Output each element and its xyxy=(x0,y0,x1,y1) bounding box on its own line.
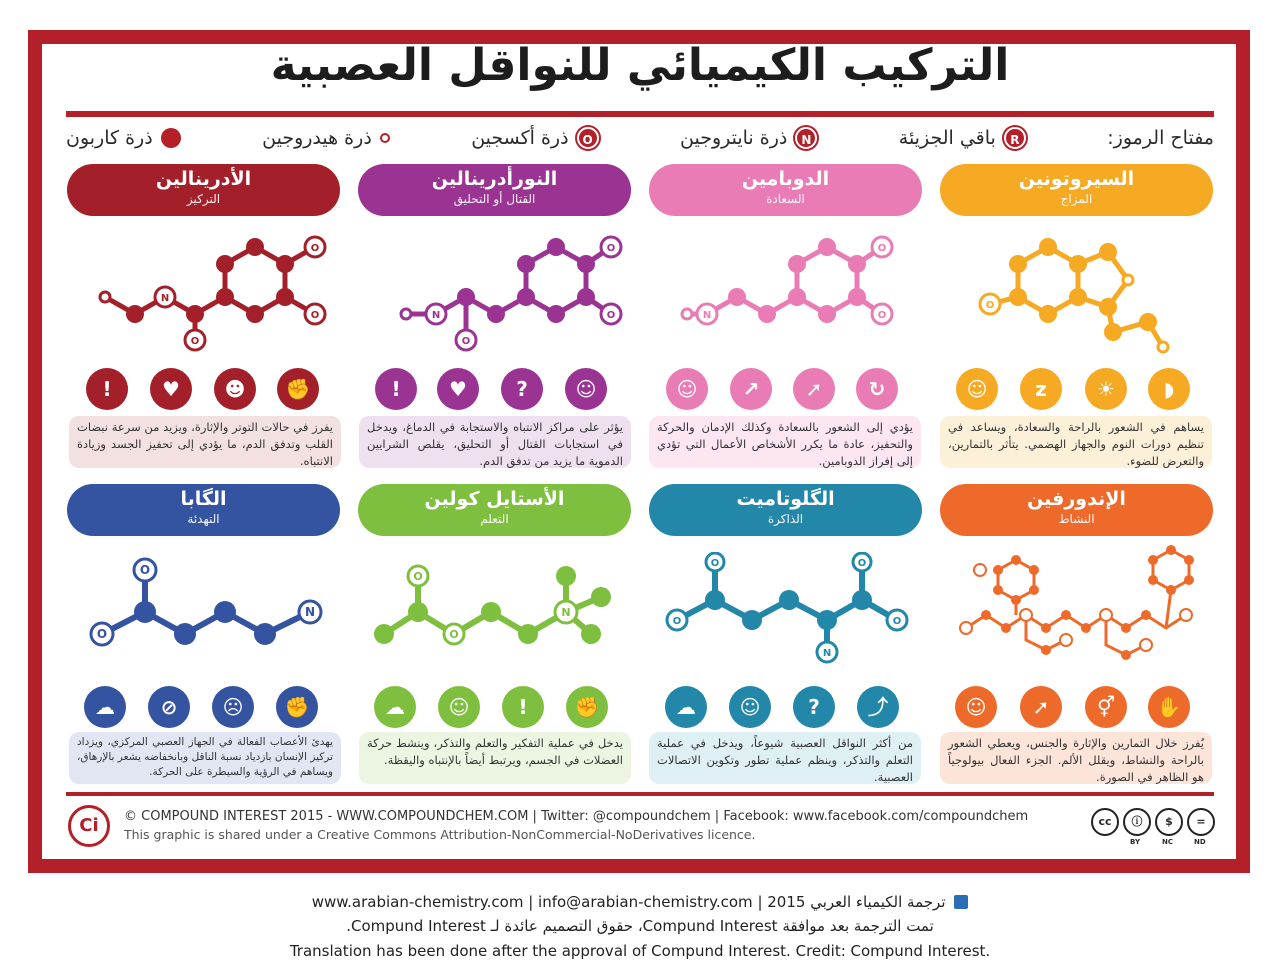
running-icon: ➚ xyxy=(793,368,835,410)
card-sub: التهدئة xyxy=(187,512,220,526)
svg-text:O: O xyxy=(985,300,995,311)
card-sub: التركيز xyxy=(186,192,221,206)
card-name: الگابا xyxy=(180,488,227,510)
cycle-icon: ↻ xyxy=(856,368,898,410)
gender-icon: ⚥ xyxy=(1085,686,1127,728)
r-atom-icon: R xyxy=(1004,127,1026,149)
legend-text: باقي الجزيئة xyxy=(898,127,996,149)
banner-noradrenaline xyxy=(358,164,631,216)
carbon-atom-icon xyxy=(161,128,181,148)
svg-text:O: O xyxy=(461,336,471,347)
brain-icon: ☁ xyxy=(84,686,126,728)
card-name: الأدرينالين xyxy=(155,168,252,190)
footer-licence: This graphic is shared under a Creative Commons Attribution-NonCommercial-NoDerivatives licence. xyxy=(124,827,756,842)
svg-text:O: O xyxy=(877,310,887,321)
sleep-icon: z xyxy=(1020,368,1062,410)
desc-serotonin: يساهم في الشعور بالراحة والسعادة، ويساعد في تنظيم دورات النوم والجهاز الهضمي. يتأثر بالتمارين، والتعرض للضوء. xyxy=(940,416,1212,468)
oxygen-atom-icon: O xyxy=(577,127,599,149)
exclamation-icon: ! xyxy=(86,368,128,410)
desc-dopamine: يؤدي إلى الشعور بالسعادة وكذلك الإدمان والحركة والتحفيز، عادة ما يكرر الأشخاص الأعمال التي تؤدي إلى إفراز الدوبامين. xyxy=(649,416,921,468)
hydrogen-atom-icon xyxy=(380,133,390,143)
banner-glutamate xyxy=(649,484,922,536)
legend xyxy=(66,122,1214,154)
legend-text: ذرة أكسجين xyxy=(471,127,569,149)
desc-noradrenaline: يؤثر على مراكز الانتباه والاستجابة في الدماغ، ويدخل في استجابات القتال أو التحليق، يقلص الشرايين الدموية ما يزيد من تدفق الدم. xyxy=(359,416,631,468)
desc-endorphins: يُفرز خلال التمارين والإثارة والجنس، ويعطي الشعور بالراحة والنشاط، ويقلل الألم. الجزء الفعال بيولوجياً هو الظاهر في الصورة. xyxy=(940,732,1212,784)
svg-text:O: O xyxy=(606,310,616,321)
desc-gaba: يهدئ الأعصاب الفعالة في الجهاز العصبي المركزي، ويزداد تركيز الإنسان بازدياد نسبة الناقل وبانخفاضه يشعر بالإرهاق، ويساهم في الرؤية والسيطرة على الحركة. xyxy=(69,732,341,784)
nd-icon: = xyxy=(1187,808,1215,836)
adrenaline-molecule xyxy=(75,222,335,362)
person-stress-icon: ☻ xyxy=(214,368,256,410)
dopamine-molecule xyxy=(657,222,917,362)
title-divider xyxy=(66,111,1214,117)
desc-glutamate: من أكثر النواقل العصبية شيوعاً، ويدخل في عملية التعلم والتذكر، وينظم عملية تطور وتكوين الاتصالات العصبية. xyxy=(649,732,921,784)
svg-text:O: O xyxy=(310,243,320,254)
legend-text: ذرة كاربون xyxy=(66,127,153,149)
svg-text:N: N xyxy=(160,293,170,304)
svg-text:N: N xyxy=(431,310,441,321)
translation-approval-en: Translation has been done after the approval of Compund Interest. Credit: Compund Interest. xyxy=(289,942,991,960)
pain-icon: ✋ xyxy=(1148,686,1190,728)
card-name: السيروتونين xyxy=(1018,168,1135,190)
banner-serotonin xyxy=(940,164,1213,216)
svg-text:O: O xyxy=(190,336,200,347)
exclamation-icon: ! xyxy=(502,686,544,728)
nitrogen-atom-icon: N xyxy=(795,127,817,149)
legend-item-n xyxy=(680,127,817,149)
svg-text:O: O xyxy=(310,310,320,321)
cc-label: BY xyxy=(1130,838,1141,846)
svg-text:O: O xyxy=(606,243,616,254)
card-sub: المزاج xyxy=(1060,192,1093,206)
banner-adrenaline xyxy=(67,164,340,216)
gaba-molecule xyxy=(75,552,335,667)
question-icon: ? xyxy=(793,686,835,728)
serotonin-molecule xyxy=(948,222,1208,362)
cc-label: ND xyxy=(1194,838,1206,846)
no-running-icon: ⊘ xyxy=(148,686,190,728)
stomach-icon: ◗ xyxy=(1148,368,1190,410)
exclamation-icon: ! xyxy=(375,368,417,410)
legend-item-r xyxy=(899,127,1026,149)
translation-credit-text: www.arabian-chemistry.com | info@arabian-chemistry.com | 2015 ترجمة الكيمياء العربي xyxy=(311,893,946,911)
noradrenaline-molecule xyxy=(366,222,626,362)
svg-text:O: O xyxy=(877,243,887,254)
card-sub: النشاط xyxy=(1058,512,1095,526)
card-sub: القتال أو التحليق xyxy=(453,192,536,206)
card-sub: الذاكرة xyxy=(767,512,804,526)
svg-text:N: N xyxy=(822,648,832,659)
endorphins-molecule xyxy=(948,540,1208,670)
flexed-arm-icon: ✊ xyxy=(566,686,608,728)
legend-label: مفتاح الرموز: xyxy=(1107,127,1214,149)
cc-icon: cc xyxy=(1091,808,1119,836)
smiley-icon: ☺ xyxy=(956,368,998,410)
legend-text: ذرة نايتروجين xyxy=(680,127,788,149)
card-name: الأستايل كولين xyxy=(424,488,565,510)
desc-acetylcholine: يدخل في عملية التفكير والتعلم والتذكر، وينشط حركة العضلات في الجسم، ويرتبط أيضاً بالإنتباه واليقظة. xyxy=(359,732,631,784)
running-icon: ➚ xyxy=(1020,686,1062,728)
legend-text: ذرة هيدروجين xyxy=(262,127,372,149)
svg-text:O: O xyxy=(96,627,108,641)
reading-icon: ☺ xyxy=(729,686,771,728)
cc-label: NC xyxy=(1162,838,1173,846)
desc-adrenaline: يفرز في حالات التوتر والإثارة، ويزيد من سرعة نبضات القلب وتدفق الدم، ما يؤدي إلى تحفيز الجسد وزيادة الانتباه. xyxy=(69,416,341,468)
banner-dopamine xyxy=(649,164,922,216)
by-icon: ⓘ xyxy=(1123,808,1151,836)
svg-text:N: N xyxy=(561,606,571,619)
compound-interest-logo: Ci xyxy=(68,805,110,847)
svg-text:O: O xyxy=(710,558,720,569)
glutamate-molecule xyxy=(657,552,917,667)
svg-text:O: O xyxy=(139,563,151,577)
page-title: التركيب الكيميائي للنواقل العصبية xyxy=(270,40,1010,91)
legend-item-o xyxy=(471,127,598,149)
card-sub: التعلم xyxy=(480,512,509,526)
smiley-icon: ☺ xyxy=(955,686,997,728)
flexed-arm-icon: ✊ xyxy=(276,686,318,728)
acetylcholine-molecule xyxy=(366,552,626,667)
svg-text:N: N xyxy=(702,310,712,321)
heart-icon: ♥ xyxy=(150,368,192,410)
svg-text:O: O xyxy=(672,616,682,627)
svg-text:N: N xyxy=(304,605,316,619)
book-icon xyxy=(954,895,968,909)
smiley-icon: ☺ xyxy=(666,368,708,410)
card-name: الگلوتاميت xyxy=(736,488,835,510)
translation-credit xyxy=(0,893,1280,911)
banner-gaba xyxy=(67,484,340,536)
heart-icon: ♥ xyxy=(437,368,479,410)
svg-text:O: O xyxy=(449,628,459,641)
banner-endorphins xyxy=(940,484,1213,536)
card-name: الدوبامين xyxy=(741,168,830,190)
svg-text:O: O xyxy=(892,616,902,627)
legend-item-h xyxy=(262,127,390,149)
card-sub: السعادة xyxy=(766,192,805,206)
brain-icon: ☁ xyxy=(665,686,707,728)
translation-approval-ar: تمت الترجمة بعد موافقة Compund Interest، حقوق التصميم عائدة لـ Compund Interest. xyxy=(346,917,934,935)
connection-icon: ⤴ xyxy=(857,686,899,728)
card-name: النورأدرينالين xyxy=(431,168,558,190)
svg-text:O: O xyxy=(413,570,423,583)
svg-text:O: O xyxy=(857,558,867,569)
nc-icon: $ xyxy=(1155,808,1183,836)
question-icon: ? xyxy=(501,368,543,410)
brain-icon: ☁ xyxy=(374,686,416,728)
card-name: الإندورفين xyxy=(1027,488,1126,510)
flexed-arm-icon: ✊ xyxy=(277,368,319,410)
syringe-icon: ↗ xyxy=(730,368,772,410)
footer-divider xyxy=(66,792,1214,796)
reading-icon: ☺ xyxy=(438,686,480,728)
banner-acetylcholine xyxy=(358,484,631,536)
reading-icon: ☺ xyxy=(565,368,607,410)
legend-item-c xyxy=(66,127,181,149)
sun-icon: ☀ xyxy=(1085,368,1127,410)
calm-face-icon: ☹ xyxy=(212,686,254,728)
footer-credit: © COMPOUND INTEREST 2015 - WWW.COMPOUNDCHEM.COM | Twitter: @compoundchem | Facebook: www.facebook.com/compoundchem xyxy=(124,809,1029,824)
